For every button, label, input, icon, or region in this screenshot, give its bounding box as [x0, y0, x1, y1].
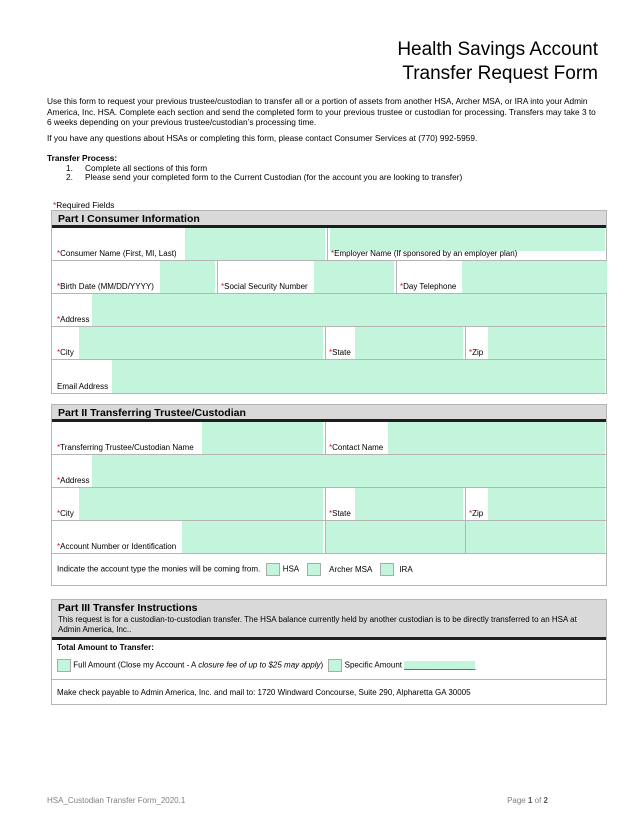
state-input[interactable] — [355, 327, 463, 359]
zip-label: Zip — [472, 348, 484, 357]
trustee-name-input[interactable] — [202, 422, 323, 454]
city-input[interactable] — [79, 327, 323, 359]
ssn-label: Social Security Number — [224, 282, 308, 291]
part1-row-email — [52, 360, 606, 393]
full-amount-label: Full Amount (Close my Account - A — [73, 660, 199, 670]
page-word: Page — [507, 796, 528, 805]
city-label: City — [60, 348, 74, 357]
part3-row-total — [52, 640, 606, 680]
hsa-checkbox[interactable] — [266, 563, 280, 576]
intro-paragraph: Use this form to request your previous trustee/custodian to transfer all or a portion of assets from another HSA, Archer MSA, or IRA into your Admin America, Inc. HSA. Complete each section and send the completed form to your previous trustee or custodian for processing. Transfers may take 3 to 6 weeks depending on your previous trustee/custodian’s processing time. — [47, 96, 596, 127]
part1-row-city: *City *State *Zip — [52, 327, 606, 360]
part3-row-mail — [52, 680, 606, 704]
step-text: Complete all sections of this form — [85, 163, 208, 173]
step-number: 2. — [66, 172, 73, 182]
email-label: Email Address — [57, 382, 109, 391]
trustee-zip-input[interactable] — [488, 488, 605, 520]
specific-amount-label: Specific Amount — [344, 660, 402, 670]
account-number-input[interactable] — [182, 521, 323, 553]
specific-amount-input[interactable]: ________________ — [404, 660, 476, 670]
account-number-label: Account Number or Identification — [60, 542, 177, 551]
trustee-address-label: Address — [60, 476, 90, 485]
form-title-line1: Health Savings Account — [397, 39, 598, 60]
part2-heading: Part II Transferring Trustee/Custodian — [52, 405, 606, 422]
step-number: 1. — [66, 163, 73, 173]
part1-row-address: *Address — [52, 294, 606, 327]
account-type-prompt: Indicate the account type the monies will be coming from. — [57, 564, 261, 574]
specific-amount-checkbox[interactable] — [328, 659, 342, 672]
trustee-name-label: Transferring Trustee/Custodian Name — [60, 443, 194, 452]
full-amount-end: ) — [320, 660, 324, 670]
part2-section — [51, 404, 607, 586]
page-current: 1 — [527, 796, 533, 805]
zip-input[interactable] — [488, 327, 605, 359]
form-title-line2: Transfer Request Form — [402, 63, 598, 84]
mail-to-text: Make check payable to Admin America, Inc. and mail to: 1720 Windward Concourse, Suite 290, Alpharetta GA 30005 — [57, 688, 471, 697]
part1-heading: Part I Consumer Information — [52, 211, 606, 228]
closure-fee-note: closure fee of up to $25 may apply — [198, 660, 321, 670]
contact-name-label: Contact Name — [332, 443, 384, 452]
trustee-address-input[interactable] — [92, 455, 605, 487]
email-input[interactable] — [112, 360, 605, 393]
part2-row-address: *Address — [52, 455, 606, 488]
archer-msa-label: Archer MSA — [329, 564, 372, 574]
step-text: Please send your completed form to the Current Custodian (for the account you are looking to transfer) — [85, 172, 463, 182]
account-extra-field-1[interactable] — [326, 521, 465, 553]
part1-section — [51, 210, 607, 394]
trustee-state-label: State — [332, 509, 351, 518]
day-phone-input[interactable] — [462, 261, 607, 293]
birth-date-label: Birth Date (MM/DD/YYYY) — [60, 282, 154, 291]
ira-label: IRA — [399, 564, 413, 574]
footer-doc-name: HSA_Custodian Transfer Form_2020.1 — [47, 796, 186, 805]
employer-name-label: Employer Name (If sponsored by an employer plan) — [334, 249, 518, 258]
trustee-city-input[interactable] — [79, 488, 323, 520]
ira-checkbox[interactable] — [380, 563, 394, 576]
consumer-name-label: Consumer Name (First, MI, Last) — [60, 249, 177, 258]
hsa-label: HSA — [282, 564, 299, 574]
footer-page-number — [507, 796, 548, 805]
required-text: Required Fields — [56, 200, 115, 210]
required-asterisk: * — [53, 200, 57, 210]
part2-row-city: *City *State *Zip — [52, 488, 606, 521]
required-fields-note — [53, 200, 606, 211]
contact-name-input[interactable] — [388, 422, 605, 454]
day-phone-label: Day Telephone — [403, 282, 457, 291]
process-step-2 — [66, 172, 619, 183]
consumer-name-input[interactable] — [185, 228, 325, 260]
contact-paragraph: If you have any questions about HSAs or completing this form, please contact Consumer Services at (770) 992-5959. — [47, 133, 478, 143]
trustee-state-input[interactable] — [355, 488, 463, 520]
birth-date-input[interactable] — [160, 261, 215, 293]
part3-heading: Part III Transfer Instructions — [58, 602, 198, 614]
part3-section — [51, 599, 607, 705]
total-amount-label: Total Amount to Transfer: — [57, 643, 154, 652]
employer-name-input[interactable] — [330, 228, 605, 251]
full-amount-checkbox[interactable] — [57, 659, 71, 672]
account-extra-field-2[interactable] — [466, 521, 605, 553]
trustee-city-label: City — [60, 509, 74, 518]
address-input[interactable] — [92, 294, 605, 326]
part3-header — [52, 600, 606, 640]
part3-description: This request is for a custodian-to-custodian transfer. The HSA balance currently held by another custodian is to be directly transferred to an HSA at Admin America, Inc.. — [58, 615, 577, 634]
address-label: Address — [60, 315, 90, 324]
archer-msa-checkbox[interactable] — [307, 563, 321, 576]
state-label: State — [332, 348, 351, 357]
part2-row-account-type — [52, 554, 606, 585]
process-heading: Transfer Process: — [47, 153, 118, 163]
of-word: of — [532, 796, 544, 805]
part2-row-trustee: *Transferring Trustee/Custodian Name *Contact Name — [52, 422, 606, 455]
part1-row-name: *Consumer Name (First, MI, Last) *Employer Name (If sponsored by an employer plan) — [52, 228, 606, 261]
ssn-input[interactable] — [314, 261, 394, 293]
part2-row-account: *Account Number or Identification — [52, 521, 606, 554]
part1-row-birth: *Birth Date (MM/DD/YYYY) *Social Security Number *Day Telephone — [52, 261, 606, 294]
page-total: 2 — [543, 796, 548, 805]
trustee-zip-label: Zip — [472, 509, 484, 518]
